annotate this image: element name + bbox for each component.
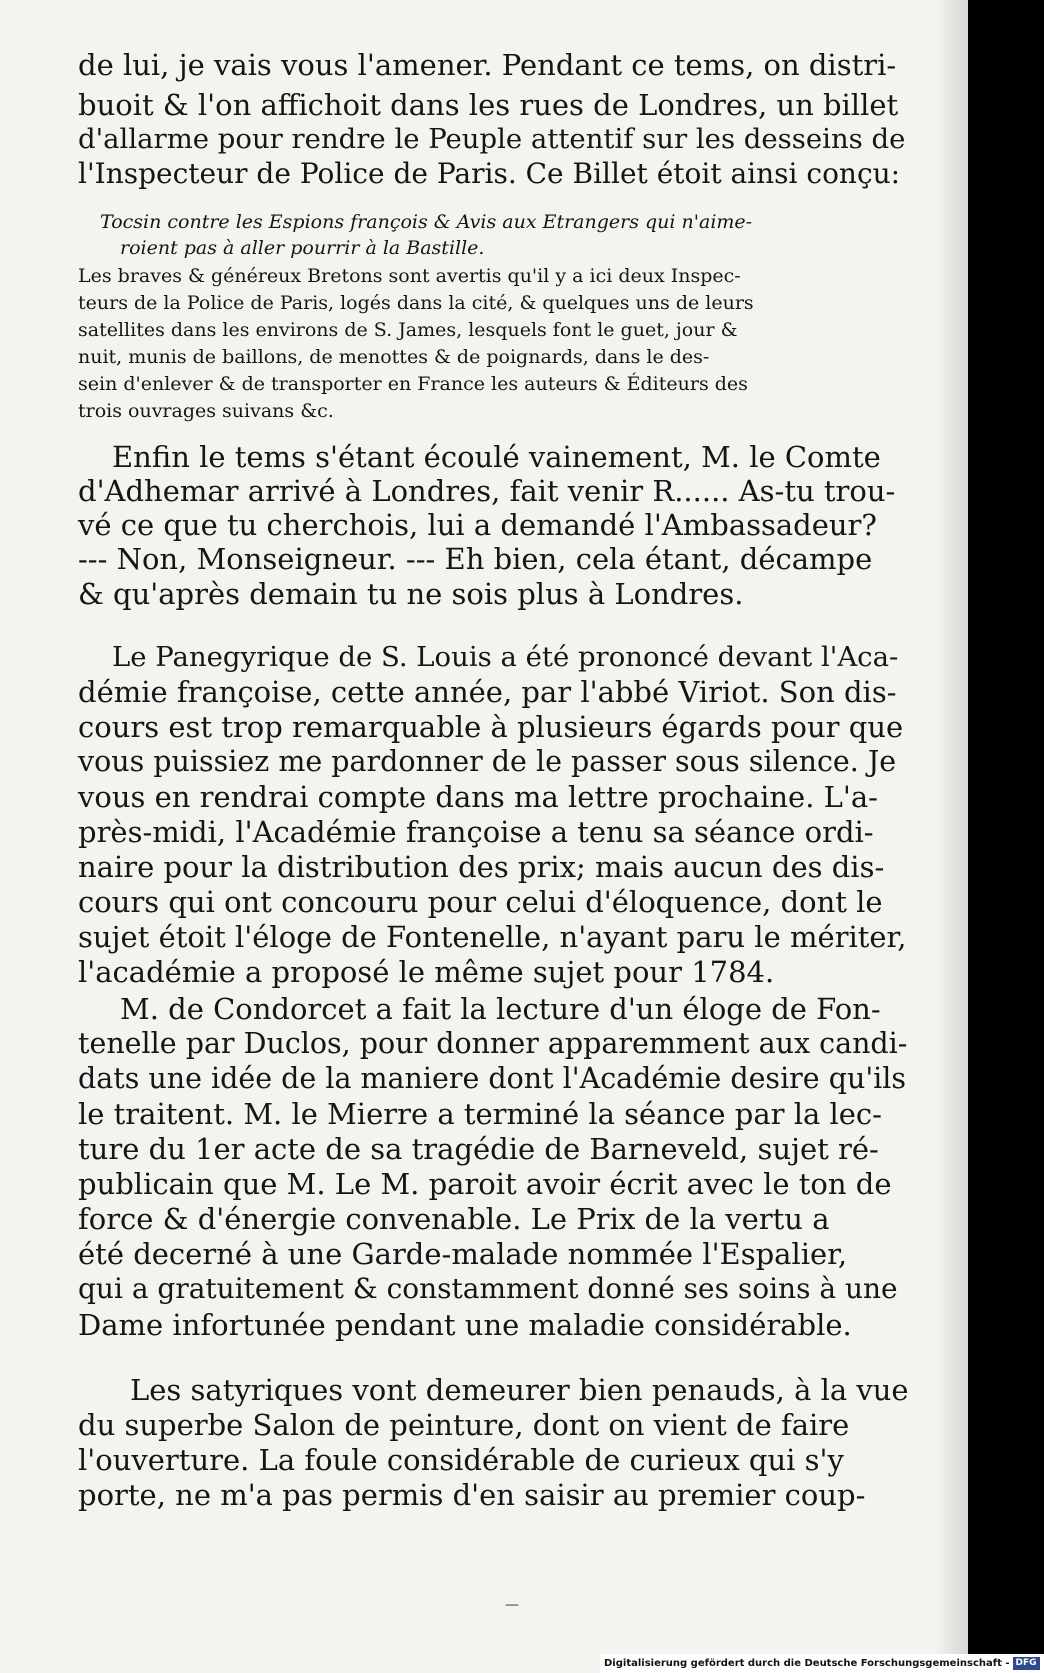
- text-line: démie françoise, cette année, par l'abbé Viriot. Son dis-: [78, 675, 897, 709]
- text-line: vous puissiez me pardonner de le passer sous silence. Je: [78, 745, 897, 778]
- text-line: porte, ne m'a pas permis d'en saisir au premier coup-: [78, 1478, 866, 1512]
- text-line: le traitent. M. le Mierre a terminé la séance par la lec-: [78, 1097, 882, 1131]
- text-line: d'Adhemar arrivé à Londres, fait venir R...... As-tu trou-: [78, 474, 896, 508]
- text-line: d'allarme pour rendre le Peuple attentif sur les desseins de: [78, 123, 906, 155]
- text-line: Les satyriques vont demeurer bien penauds, à la vue: [130, 1373, 909, 1407]
- text-line: vous en rendrai compte dans ma lettre prochaine. L'a-: [78, 780, 878, 814]
- footer-text: Digitalisierung gefördert durch die Deutsche Forschungsgemeinschaft -: [604, 1658, 1010, 1669]
- text-line: du superbe Salon de peinture, dont on vient de faire: [78, 1408, 850, 1442]
- text-line: dats une idée de la maniere dont l'Académie desire qu'ils: [78, 1062, 907, 1095]
- text-line: vé ce que tu cherchois, lui a demandé l'Ambassadeur?: [78, 508, 877, 542]
- text-line: --- Non, Monseigneur. --- Eh bien, cela étant, décampe: [78, 542, 873, 576]
- text-line: buoit & l'on affichoit dans les rues de Londres, un billet: [78, 88, 899, 122]
- text-line: trois ouvrages suivans &c.: [78, 400, 334, 422]
- text-line: publicain que M. Le M. paroit avoir écrit avec le ton de: [78, 1167, 892, 1201]
- text-line: naire pour la distribution des prix; mais aucun des dis-: [78, 850, 885, 884]
- text-line: qui a gratuitement & constamment donné ses soins à une: [78, 1272, 898, 1305]
- text-line: l'ouverture. La foule considérable de curieux qui s'y: [78, 1443, 844, 1477]
- text-line: cours est trop remarquable à plusieurs égards pour que: [78, 710, 904, 744]
- text-line: M. de Condorcet a fait la lecture d'un éloge de Fon-: [120, 992, 881, 1026]
- text-line: nuit, munis de baillons, de menottes & de poignards, dans le des-: [78, 346, 710, 368]
- text-line: de lui, je vais vous l'amener. Pendant ce tems, on distri-: [78, 48, 897, 82]
- page-edge-shadow: [936, 0, 968, 1673]
- text-line: été decerné à une Garde-malade nommée l'Espalier,: [78, 1237, 848, 1271]
- text-line: satellites dans les environs de S. James, lesquels font le guet, jour &: [78, 319, 738, 341]
- text-line: Enfin le tems s'étant écoulé vainement, M. le Comte: [112, 440, 881, 474]
- text-line: cours qui ont concouru pour celui d'éloquence, dont le: [78, 885, 883, 919]
- digitization-credit: [600, 1654, 1044, 1673]
- text-line: sujet étoit l'éloge de Fontenelle, n'ayant paru le mériter,: [78, 920, 907, 954]
- text-line: tenelle par Duclos, pour donner apparemment aux candi-: [78, 1027, 908, 1060]
- text-line: Le Panegyrique de S. Louis a été prononcé devant l'Aca-: [112, 641, 899, 673]
- text-line: Dame infortunée pendant une maladie considérable.: [78, 1308, 852, 1342]
- text-line: ture du 1er acte de sa tragédie de Barneveld, sujet ré-: [78, 1132, 879, 1166]
- page-mark: —: [505, 1597, 519, 1613]
- dfg-logo: DFG: [1013, 1657, 1040, 1670]
- text-line: l'académie a proposé le même sujet pour 1784.: [78, 955, 775, 989]
- text-line: roient pas à aller pourrir à la Bastille.: [120, 237, 485, 259]
- text-line: & qu'après demain tu ne sois plus à Londres.: [78, 577, 744, 611]
- text-line: sein d'enlever & de transporter en France les auteurs & Éditeurs des: [78, 373, 748, 395]
- text-line: l'Inspecteur de Police de Paris. Ce Billet étoit ainsi conçu:: [78, 157, 901, 190]
- text-line: Les braves & généreux Bretons sont avertis qu'il y a ici deux Inspec-: [78, 265, 741, 287]
- text-line: teurs de la Police de Paris, logés dans la cité, & quelques uns de leurs: [78, 292, 754, 314]
- text-line: Tocsin contre les Espions françois & Avis aux Etrangers qui n'aime-: [100, 211, 753, 233]
- text-line: force & d'énergie convenable. Le Prix de la vertu a: [78, 1202, 830, 1236]
- text-line: près-midi, l'Académie françoise a tenu sa séance ordi-: [78, 815, 874, 849]
